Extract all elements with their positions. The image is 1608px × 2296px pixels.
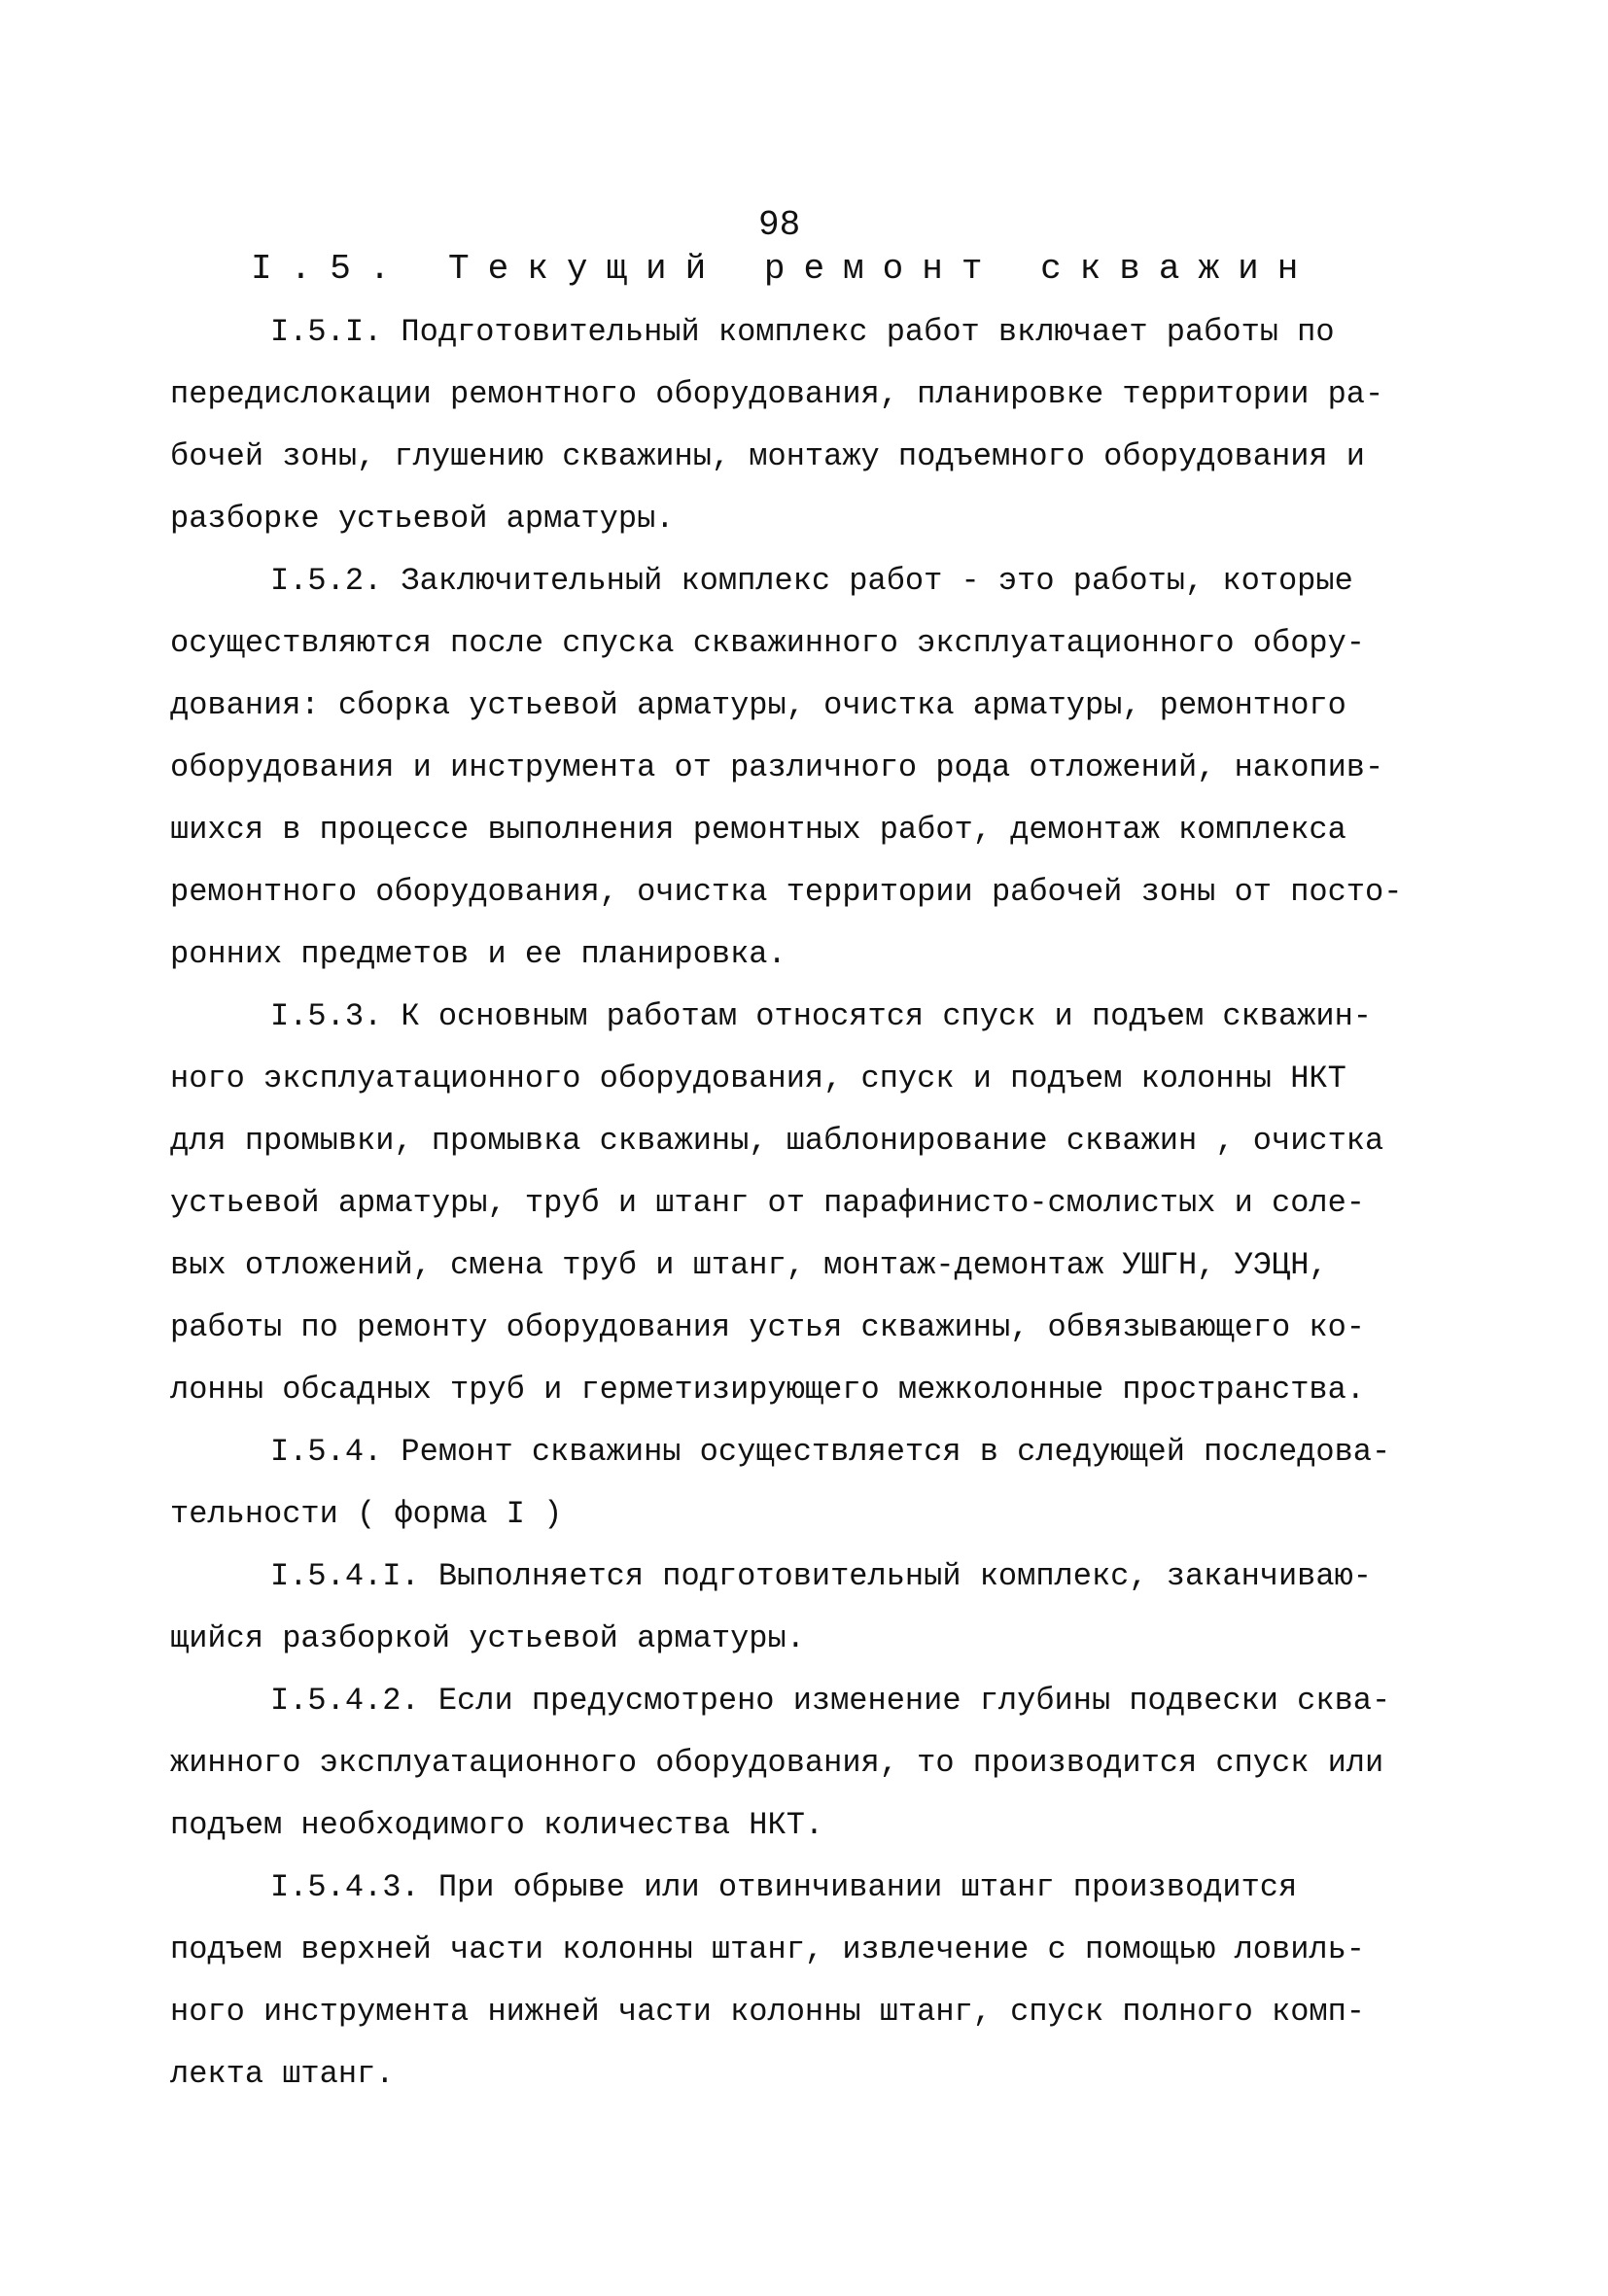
paragraph-line: вых отложений, смена труб и штанг, монтаж-демонтаж УШГН, УЭЦН, bbox=[170, 1247, 1328, 1283]
paragraph-line: оборудования и инструмента от различного рода отложений, накопив- bbox=[170, 749, 1384, 785]
paragraph-line: осуществляются после спуска скважинного эксплуатационного обору- bbox=[170, 625, 1365, 661]
paragraph-line: лекта штанг. bbox=[170, 2056, 395, 2092]
paragraph-line: передислокации ремонтного оборудования, планировке территории ра- bbox=[170, 376, 1384, 412]
paragraph-line: работы по ремонту оборудования устья скважины, обвязывающего ко- bbox=[170, 1309, 1365, 1345]
paragraph-line: I.5.4.2. Если предусмотрено изменение глубины подвески сква- bbox=[270, 1683, 1391, 1719]
paragraph-line: ремонтного оборудования, очистка территории рабочей зоны от посто- bbox=[170, 874, 1403, 910]
paragraph-line: I.5.4.I. Выполняется подготовительный комплекс, заканчиваю- bbox=[270, 1558, 1372, 1594]
paragraph-line: жинного эксплуатационного оборудования, то производится спуск или bbox=[170, 1745, 1384, 1781]
paragraph-line: подъем необходимого количества НКТ. bbox=[170, 1807, 824, 1843]
section-title: I.5. Текущий ремонт скважин bbox=[251, 249, 1317, 289]
paragraph-line: ронних предметов и ее планировка. bbox=[170, 936, 787, 972]
paragraph-line: для промывки, промывка скважины, шаблонирование скважин , очистка bbox=[170, 1123, 1384, 1159]
paragraph-line: I.5.2. Заключительный комплекс работ - это работы, которые bbox=[270, 563, 1353, 599]
paragraph-line: бочей зоны, глушению скважины, монтажу подъемного оборудования и bbox=[170, 438, 1365, 474]
paragraph-line: дования: сборка устьевой арматуры, очистка арматуры, ремонтного bbox=[170, 687, 1346, 723]
paragraph-line: шихся в процессе выполнения ремонтных работ, демонтаж комплекса bbox=[170, 812, 1346, 848]
paragraph-line: ного эксплуатационного оборудования, спуск и подъем колонны НКТ bbox=[170, 1061, 1346, 1096]
paragraph-line: устьевой арматуры, труб и штанг от парафинисто-смолистых и соле- bbox=[170, 1185, 1365, 1221]
paragraph-line: разборке устьевой арматуры. bbox=[170, 501, 675, 537]
paragraph-line: подъем верхней части колонны штанг, извлечение с помощью ловиль- bbox=[170, 1931, 1365, 1967]
paragraph-line: I.5.I. Подготовительный комплекс работ включает работы по bbox=[270, 314, 1335, 350]
paragraph-line: щийся разборкой устьевой арматуры. bbox=[170, 1620, 805, 1656]
paragraph-line: лонны обсадных труб и герметизирующего межколонные пространства. bbox=[170, 1372, 1365, 1408]
paragraph-line: I.5.3. К основным работам относятся спуск и подъем скважин- bbox=[270, 998, 1372, 1034]
paragraph-line: I.5.4.3. При обрыве или отвинчивании штанг производится bbox=[270, 1869, 1298, 1905]
paragraph-line: ного инструмента нижней части колонны штанг, спуск полного комп- bbox=[170, 1994, 1365, 2030]
paragraph-line: I.5.4. Ремонт скважины осуществляется в следующей последова- bbox=[270, 1434, 1391, 1470]
paragraph-line: тельности ( форма I ) bbox=[170, 1496, 563, 1532]
page-number: 98 bbox=[758, 205, 801, 245]
